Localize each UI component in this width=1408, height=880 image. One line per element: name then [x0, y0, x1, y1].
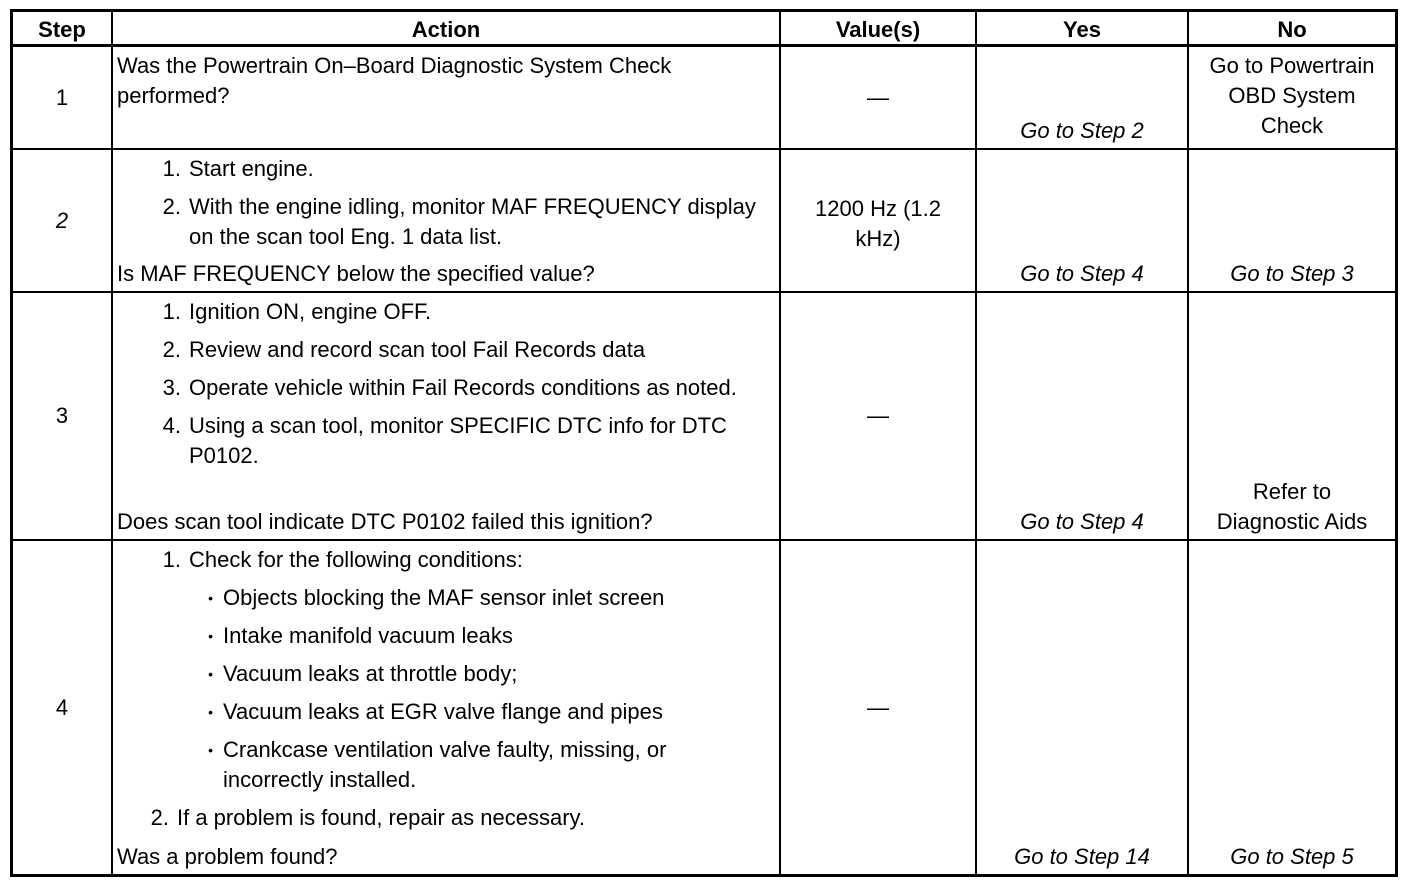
step-cell	[13, 293, 113, 539]
bullet-icon: •	[208, 666, 213, 682]
yes-link[interactable]: Go to Step 4	[1020, 261, 1144, 286]
action-text: Was the Powertrain On–Board Diagnostic System Check performed?	[117, 53, 672, 108]
step-number: 1	[55, 84, 69, 110]
table-row	[13, 293, 1395, 541]
list-number: 2.	[150, 805, 169, 830]
list-item	[117, 154, 771, 184]
no-cell	[1189, 293, 1395, 539]
no-cell	[1189, 150, 1395, 291]
bullet-text: Objects blocking the MAF sensor inlet screen	[223, 585, 665, 610]
diagnostic-table	[10, 9, 1398, 877]
bullet-item	[117, 697, 771, 727]
list-number: 4.	[162, 413, 181, 438]
yes-cell	[977, 150, 1189, 291]
step-cell	[13, 47, 113, 148]
list-text: Start engine.	[189, 156, 314, 181]
table-row	[13, 150, 1395, 293]
list-item	[117, 545, 771, 575]
value-cell	[781, 150, 977, 291]
value-text: —	[867, 694, 889, 720]
step-cell	[13, 541, 113, 874]
bullet-item	[117, 735, 771, 795]
yes-cell	[977, 293, 1189, 539]
header-step: Step	[13, 12, 113, 44]
no-link[interactable]: Go to Step 3	[1230, 261, 1354, 286]
header-no: No	[1277, 17, 1307, 42]
list-item	[117, 373, 771, 403]
question-text: Is MAF FREQUENCY below the specified value?	[117, 261, 595, 286]
action-cell	[113, 541, 781, 874]
bullet-icon: •	[208, 590, 213, 606]
list-text: Operate vehicle within Fail Records conditions as noted.	[189, 375, 737, 400]
step-number: 3	[55, 403, 69, 428]
header-row	[13, 12, 1395, 47]
list-number: 2.	[162, 337, 181, 362]
step-number: 2	[55, 207, 69, 233]
value-text: —	[867, 403, 889, 428]
list-number: 1.	[162, 299, 181, 324]
list-text: With the engine idling, monitor MAF FREQUENCY display on the scan tool Eng. 1 data list.	[189, 194, 756, 249]
list-text: Using a scan tool, monitor SPECIFIC DTC info for DTC P0102.	[189, 413, 727, 468]
header-values: Value(s)	[781, 12, 977, 44]
list-text: Ignition ON, engine OFF.	[189, 299, 432, 324]
bullet-item	[117, 583, 771, 613]
bullet-text: Intake manifold vacuum leaks	[223, 623, 513, 648]
yes-link[interactable]: Go to Step 4	[1020, 509, 1144, 534]
question-text: Was a problem found?	[117, 844, 338, 869]
action-cell	[113, 47, 781, 148]
step-cell	[13, 150, 113, 291]
yes-cell	[977, 541, 1189, 874]
table-row	[13, 47, 1395, 150]
no-link[interactable]: Refer to Diagnostic Aids	[1216, 479, 1368, 534]
list-item	[117, 335, 771, 365]
yes-link[interactable]: Go to Step 14	[1014, 844, 1150, 869]
list-text: Review and record scan tool Fail Records data	[189, 337, 646, 362]
list-item	[117, 192, 771, 252]
list-number: 2.	[162, 194, 181, 219]
bullet-icon: •	[208, 628, 213, 644]
no-link[interactable]: Go to Step 5	[1230, 844, 1354, 869]
bullet-text: Vacuum leaks at throttle body;	[223, 661, 518, 686]
value-cell	[781, 541, 977, 874]
value-cell	[781, 293, 977, 539]
value-text: 1200 Hz (1.2 kHz)	[815, 196, 941, 251]
step-number: 4	[55, 694, 69, 720]
value-text: —	[867, 84, 889, 110]
bullet-icon: •	[208, 742, 213, 758]
list-number: 1.	[162, 156, 181, 181]
yes-cell	[977, 47, 1189, 148]
list-text: If a problem is found, repair as necessary.	[177, 805, 586, 830]
bullet-text: Crankcase ventilation valve faulty, missing, or incorrectly installed.	[223, 737, 667, 792]
yes-link[interactable]: Go to Step 2	[1020, 118, 1144, 143]
list-item	[117, 803, 771, 833]
bullet-item	[117, 659, 771, 689]
bullet-text: Vacuum leaks at EGR valve flange and pipes	[223, 699, 663, 724]
no-cell	[1189, 47, 1395, 148]
list-number: 3.	[162, 375, 181, 400]
list-item	[117, 297, 771, 327]
action-cell	[113, 293, 781, 539]
bullet-icon: •	[208, 704, 213, 720]
value-cell	[781, 47, 977, 148]
header-action: Action	[113, 12, 781, 44]
bullet-item	[117, 621, 771, 651]
no-cell	[1189, 541, 1395, 874]
list-number: 1.	[162, 547, 181, 572]
no-link[interactable]: Go to Powertrain OBD System Check	[1209, 53, 1375, 138]
action-cell	[113, 150, 781, 291]
header-yes: Yes	[977, 12, 1189, 44]
list-item	[117, 411, 771, 471]
table-row	[13, 541, 1395, 874]
list-text: Check for the following conditions:	[189, 547, 523, 572]
question-text: Does scan tool indicate DTC P0102 failed this ignition?	[117, 509, 653, 534]
